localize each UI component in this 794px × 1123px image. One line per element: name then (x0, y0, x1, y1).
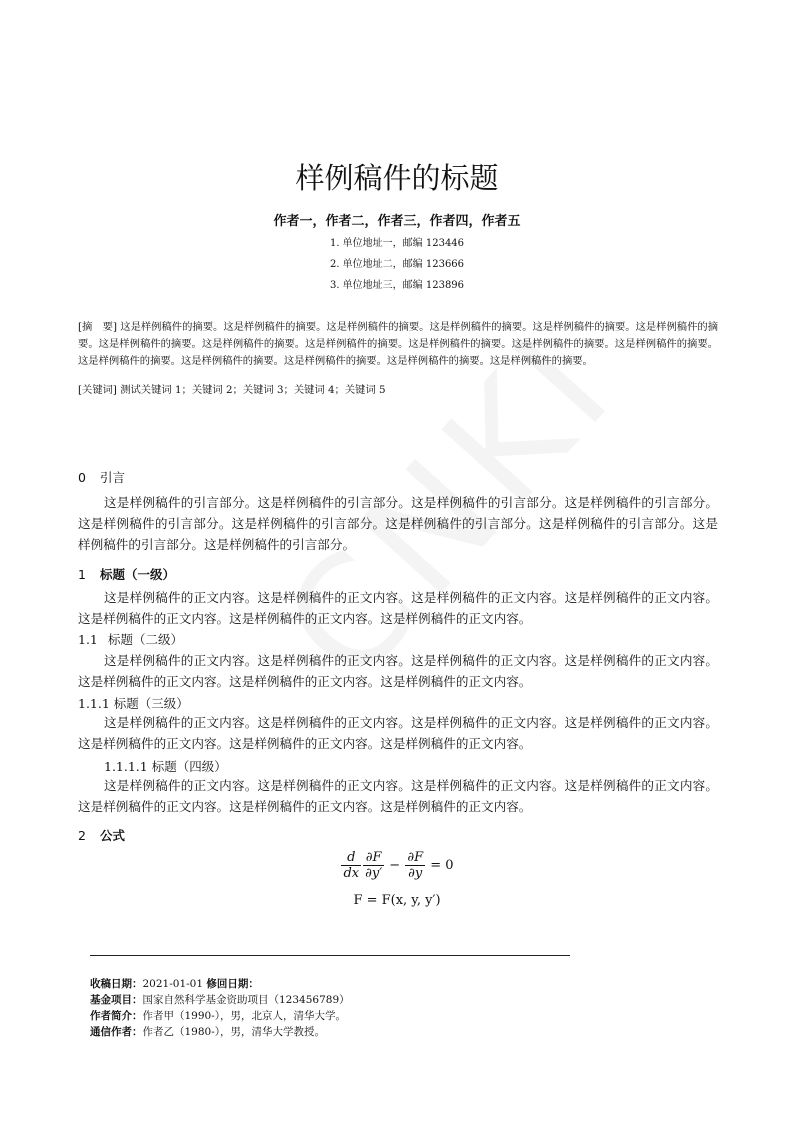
section-paragraph-0: 这是样例稿件的引言部分。这是样例稿件的引言部分。这是样例稿件的引言部分。这是样例稿件的引言部分。这是样例稿件的引言部分。这是样例稿件的引言部分。这是样例稿件的引言部分。这是样例稿件的引言部分。这是样例稿件的引言部分。这是样例稿件的引言部分。 (78, 495, 718, 552)
section-heading-2 (78, 826, 125, 844)
footnote-author-bio (90, 1008, 346, 1023)
keywords (78, 381, 386, 396)
keywords-text: 测试关键词 1；关键词 2；关键词 3；关键词 4；关键词 5 (120, 384, 386, 396)
abstract-label: [摘 要] (78, 321, 117, 333)
section-number: 1.1.1.1 (104, 759, 148, 774)
section-heading-1-1 (78, 630, 183, 648)
keywords-label: [关键词] (78, 384, 117, 396)
bio-value: 作者甲（1990-），男，北京人，清华大学。 (142, 1010, 347, 1022)
section-title: 标题（三级） (113, 696, 189, 711)
section-number: 1 (78, 567, 86, 582)
author-list: 作者一，作者二，作者三，作者四，作者五 (273, 214, 521, 229)
affiliation-3: 3. 单位地址三，邮编 123896 (329, 280, 465, 291)
fund-value: 国家自然科学基金资助项目（123456789） (142, 994, 350, 1006)
section-heading-1-1-1 (78, 694, 189, 712)
corr-label: 通信作者： (90, 1026, 143, 1038)
corr-value: 作者乙（1980-），男，清华大学教授。 (142, 1026, 326, 1038)
formula-equation-1: $\frac{d}{dx}$ $\frac{\partial F}{\partial y'}$ − $\frac{\partial F}{\partial y}$ = 0 (343, 850, 454, 881)
section-title: 公式 (100, 828, 126, 843)
section-paragraph-1-1: 这是样例稿件的正文内容。这是样例稿件的正文内容。这是样例稿件的正文内容。这是样例稿件的正文内容。这是样例稿件的正文内容。这是样例稿件的正文内容。这是样例稿件的正文内容。 (78, 653, 718, 689)
section-number: 0 (78, 470, 86, 485)
section-paragraph-1: 这是样例稿件的正文内容。这是样例稿件的正文内容。这是样例稿件的正文内容。这是样例稿件的正文内容。这是样例稿件的正文内容。这是样例稿件的正文内容。这是样例稿件的正文内容。 (78, 590, 718, 626)
section-title: 引言 (100, 470, 126, 485)
footnote-dates (90, 976, 259, 991)
fund-label: 基金项目： (90, 994, 143, 1006)
section-paragraph-1-1-1: 这是样例稿件的正文内容。这是样例稿件的正文内容。这是样例稿件的正文内容。这是样例稿件的正文内容。这是样例稿件的正文内容。这是样例稿件的正文内容。这是样例稿件的正文内容。 (78, 715, 718, 751)
formula-equation-2: F = F(x, y, y′) (353, 893, 441, 908)
footnote-corresponding (90, 1024, 325, 1039)
section-title: 标题（二级） (108, 632, 184, 647)
abstract-text: 这是样例稿件的摘要。这是样例稿件的摘要。这是样例稿件的摘要。这是样例稿件的摘要。这是样例稿件的摘要。这是样例稿件的摘要。这是样例稿件的摘要。这是样例稿件的摘要。这是样例稿件的摘要。这是样例稿件的摘要。这是样例稿件的摘要。这是样例稿件的摘要。这是样例稿件的摘要。这是样例稿件的摘要。这是样例稿件的摘要。这是样例稿件的摘要。这是样例稿件的摘要。 (78, 321, 718, 368)
section-title: 标题（一级） (100, 567, 176, 582)
abstract (78, 319, 718, 371)
revised-label: 修回日期： (206, 978, 259, 990)
received-value: 2021-01-01 (142, 978, 204, 990)
affiliation-2: 2. 单位地址二，邮编 123666 (329, 259, 465, 270)
section-paragraph-1-1-1-1: 这是样例稿件的正文内容。这是样例稿件的正文内容。这是样例稿件的正文内容。这是样例稿件的正文内容。这是样例稿件的正文内容。这是样例稿件的正文内容。这是样例稿件的正文内容。 (78, 778, 718, 814)
footnote-rule (90, 955, 570, 956)
section-heading-1-1-1-1 (104, 757, 227, 775)
footnote-fund (90, 992, 350, 1007)
section-heading-1 (78, 565, 175, 583)
section-number: 2 (78, 828, 86, 843)
affiliation-1: 1. 单位地址一，邮编 123446 (329, 238, 465, 249)
section-title: 标题（四级） (151, 759, 227, 774)
received-label: 收稿日期： (90, 978, 143, 990)
section-number: 1.1.1 (78, 696, 110, 711)
paper-title: 样例稿件的标题 (295, 161, 499, 195)
section-heading-0 (78, 468, 125, 486)
section-number: 1.1 (78, 632, 98, 647)
bio-label: 作者简介： (90, 1010, 143, 1022)
